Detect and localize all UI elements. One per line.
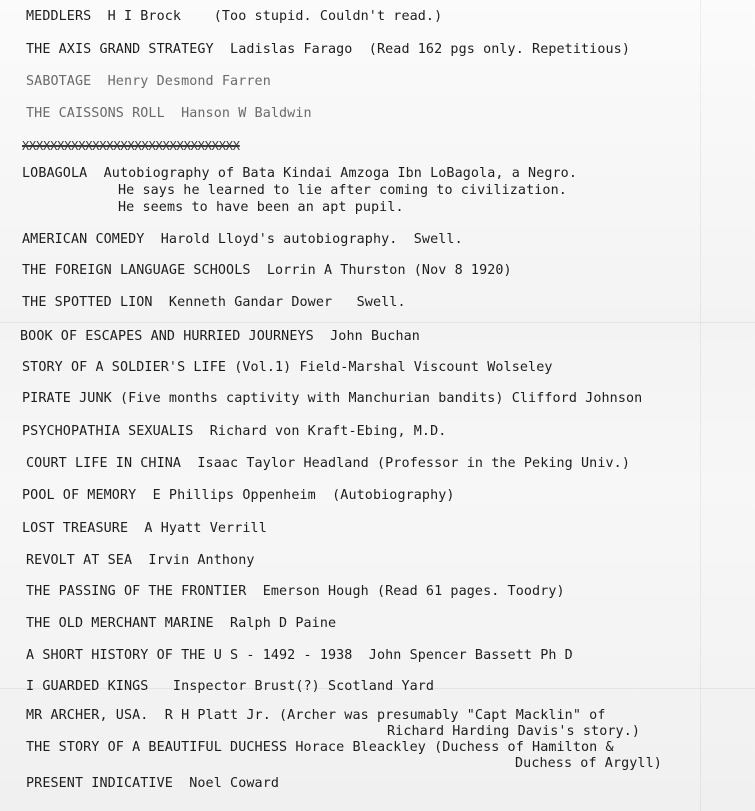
entry-revolt-at-sea: REVOLT AT SEA Irvin Anthony bbox=[26, 553, 255, 568]
entry-lobagola: LOBAGOLA Autobiography of Bata Kindai Amzoga Ibn LoBagola, a Negro. bbox=[22, 166, 578, 181]
entry-meddlers: MEDDLERS H I Brock (Too stupid. Couldn't read.) bbox=[26, 9, 443, 24]
paper-fold-line bbox=[0, 322, 755, 323]
entry-lobagola-note-1: He says he learned to lie after coming to civilization. bbox=[118, 183, 567, 198]
entry-caissons-roll: THE CAISSONS ROLL Hanson W Baldwin bbox=[26, 106, 312, 121]
paper-fold-line bbox=[700, 0, 701, 811]
entry-present-indicative: PRESENT INDICATIVE Noel Coward bbox=[26, 776, 280, 791]
entry-foreign-language-schools: THE FOREIGN LANGUAGE SCHOOLS Lorrin A Thurston (Nov 8 1920) bbox=[22, 263, 512, 278]
entry-court-life-in-china: COURT LIFE IN CHINA Isaac Taylor Headland (Professor in the Peking Univ.) bbox=[26, 456, 630, 471]
entry-pool-of-memory: POOL OF MEMORY E Phillips Oppenheim (Autobiography) bbox=[22, 488, 455, 503]
entry-old-merchant-marine: THE OLD MERCHANT MARINE Ralph D Paine bbox=[26, 616, 337, 631]
entry-axis-grand-strategy: THE AXIS GRAND STRATEGY Ladislas Farago (Read 162 pgs only. Repetitious) bbox=[26, 42, 630, 57]
entry-i-guarded-kings: I GUARDED KINGS Inspector Brust(?) Scotland Yard bbox=[26, 679, 435, 694]
entry-book-of-escapes: BOOK OF ESCAPES AND HURRIED JOURNEYS John Buchan bbox=[20, 329, 420, 344]
entry-mr-archer-note: Richard Harding Davis's story.) bbox=[387, 724, 641, 739]
entry-short-history-us: A SHORT HISTORY OF THE U S - 1492 - 1938 John Spencer Bassett Ph D bbox=[26, 648, 573, 663]
entry-psychopathia-sexualis: PSYCHOPATHIA SEXUALIS Richard von Kraft-Ebing, M.D. bbox=[22, 424, 447, 439]
entry-american-comedy: AMERICAN COMEDY Harold Lloyd's autobiography. Swell. bbox=[22, 232, 463, 247]
struck-out-entry: XXXXXXXXXXXXXXXXXXXXXXXXXXXXXXX bbox=[22, 139, 240, 153]
entry-mr-archer: MR ARCHER, USA. R H Platt Jr. (Archer was presumably "Capt Macklin" of bbox=[26, 708, 606, 723]
entry-sabotage: SABOTAGE Henry Desmond Farren bbox=[26, 74, 271, 89]
entry-beautiful-duchess-note: Duchess of Argyll) bbox=[515, 756, 662, 771]
entry-beautiful-duchess: THE STORY OF A BEAUTIFUL DUCHESS Horace Bleackley (Duchess of Hamilton & bbox=[26, 740, 614, 755]
entry-passing-of-frontier: THE PASSING OF THE FRONTIER Emerson Hough (Read 61 pages. Toodry) bbox=[26, 584, 565, 599]
entry-soldiers-life: STORY OF A SOLDIER'S LIFE (Vol.1) Field-Marshal Viscount Wolseley bbox=[22, 360, 553, 375]
entry-lobagola-note-2: He seems to have been an apt pupil. bbox=[118, 200, 404, 215]
entry-lost-treasure: LOST TREASURE A Hyatt Verrill bbox=[22, 521, 267, 536]
entry-spotted-lion: THE SPOTTED LION Kenneth Gandar Dower Swell. bbox=[22, 295, 406, 310]
entry-pirate-junk: PIRATE JUNK (Five months captivity with Manchurian bandits) Clifford Johnson bbox=[22, 391, 643, 406]
